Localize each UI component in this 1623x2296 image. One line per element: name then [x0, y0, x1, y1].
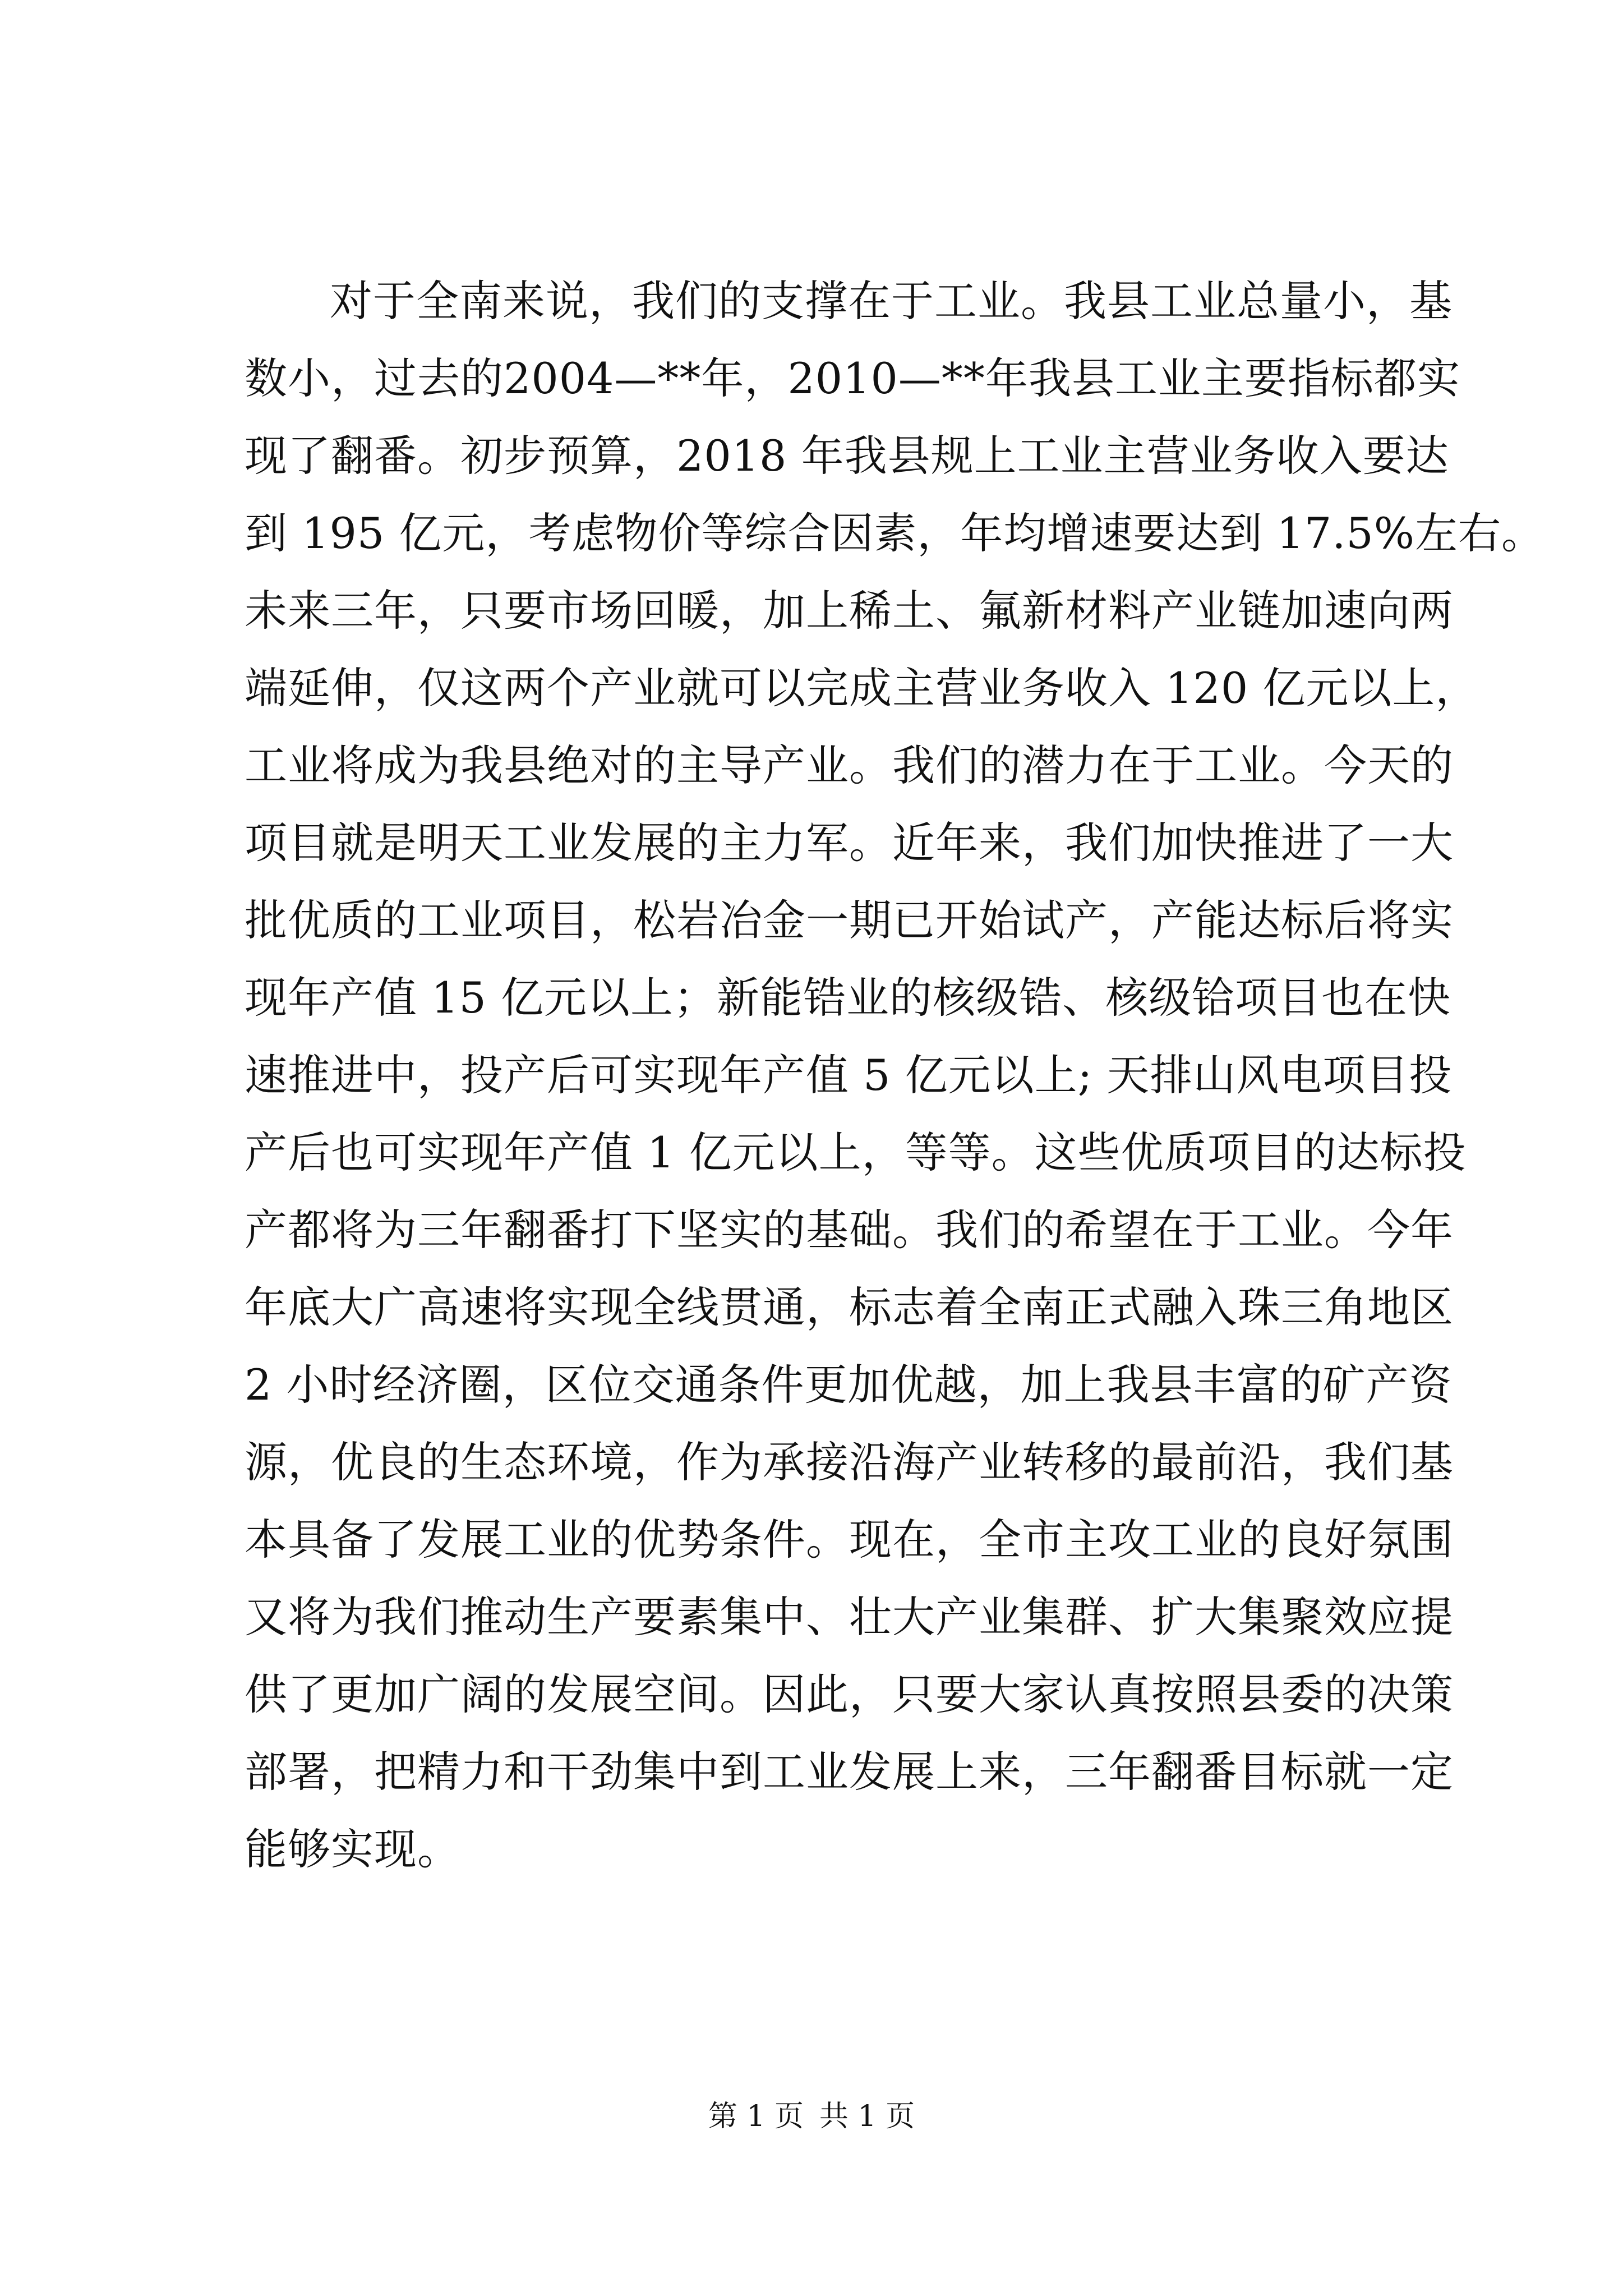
paragraph-line: 供了更加广阔的发展空间。因此，只要大家认真按照县委的决策 — [245, 1669, 1454, 1719]
paragraph-line: 未来三年，只要市场回暖，加上稀土、氟新材料产业链加速向两 — [245, 586, 1454, 636]
paragraph-line: 速推进中，投产后可实现年产值 5 亿元以上; 天排山风电项目投 — [245, 1050, 1453, 1100]
body-paragraph — [245, 263, 1544, 1888]
paragraph-line: 对于全南来说，我们的支撑在于工业。我县工业总量小，基 — [330, 276, 1453, 326]
paragraph-line: 现了翻番。初步预算，2018 年我县规上工业主营业务收入要达 — [245, 431, 1449, 481]
paragraph-line: 本具备了发展工业的优势条件。现在，全市主攻工业的良好氛围 — [245, 1515, 1454, 1565]
paragraph-line: 源，优良的生态环境，作为承接沿海产业转移的最前沿，我们基 — [245, 1437, 1454, 1487]
paragraph-line: 工业将成为我县绝对的主导产业。我们的潜力在于工业。今天的 — [245, 740, 1454, 790]
paragraph-line: 批优质的工业项目，松岩冶金一期已开始试产，产能达标后将实 — [245, 895, 1454, 945]
paragraph-line: 项目就是明天工业发展的主力军。近年来，我们加快推进了一大 — [245, 818, 1454, 868]
paragraph-line: 产都将为三年翻番打下坚实的基础。我们的希望在于工业。今年 — [245, 1205, 1454, 1255]
page-footer — [0, 2097, 1623, 2136]
paragraph-line: 端延伸，仅这两个产业就可以完成主营业务收入 120 亿元以上， — [245, 663, 1479, 713]
paragraph-line: 数小，过去的2004—**年，2010—**年我县工业主要指标都实 — [245, 353, 1460, 403]
paragraph-line: 部署，把精力和干劲集中到工业发展上来，三年翻番目标就一定 — [245, 1747, 1454, 1797]
paragraph-line: 2 小时经济圈，区位交通条件更加优越，加上我县丰富的矿产资 — [245, 1360, 1453, 1410]
paragraph-line: 产后也可实现年产值 1 亿元以上，等等。这些优质项目的达标投 — [245, 1128, 1467, 1177]
total-pages: 共 1 页 — [819, 2100, 915, 2133]
paragraph-line: 能够实现。 — [245, 1824, 460, 1874]
paragraph-line: 现年产值 15 亿元以上；新能锆业的核级锆、核级铪项目也在快 — [245, 973, 1451, 1023]
paragraph-line: 到 195 亿元，考虑物价等综合因素，年均增速要达到 17.5%左右。 — [245, 508, 1544, 558]
paragraph-line: 年底大广高速将实现全线贯通，标志着全南正式融入珠三角地区 — [245, 1282, 1454, 1332]
page-number: 第 1 页 — [708, 2100, 804, 2133]
paragraph-line: 又将为我们推动生产要素集中、壮大产业集群、扩大集聚效应提 — [245, 1592, 1454, 1642]
